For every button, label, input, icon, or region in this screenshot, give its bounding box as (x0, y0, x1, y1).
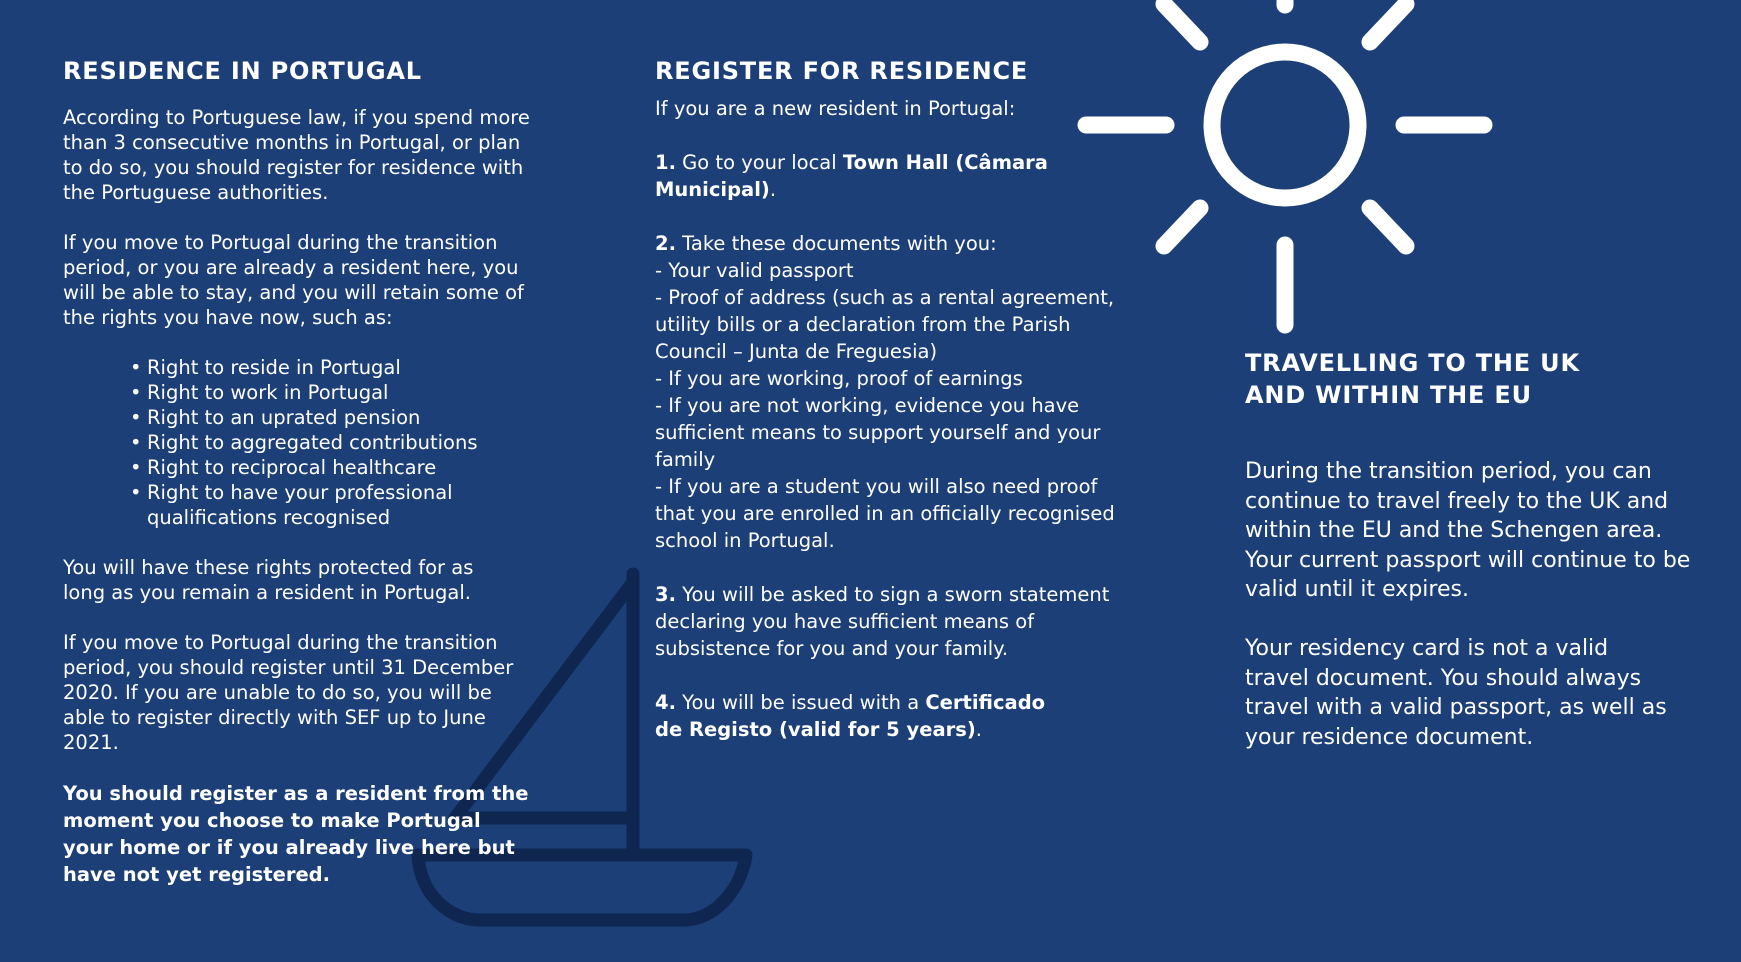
residence-para-2: If you move to Portugal during the transition period, or you are already a resident here, you will be able to stay, and you will retain some of the rights you have now, such as: (63, 231, 524, 329)
step-end: . (769, 178, 777, 201)
rights-list (63, 355, 533, 530)
step-number: 2. (655, 232, 676, 255)
register-step-1 (655, 149, 1075, 203)
step-number: 1. (655, 151, 676, 174)
register-intro: If you are a new resident in Portugal: (655, 97, 1016, 120)
residence-section (63, 55, 533, 888)
rights-item: • Right to have your professional qualifications recognised (130, 480, 467, 530)
step-number: 4. (655, 691, 676, 714)
register-step-4 (655, 689, 1075, 743)
rights-item: • Right to reciprocal healthcare (130, 455, 533, 480)
rights-item: • Right to work in Portugal (130, 380, 533, 405)
travel-title (1245, 347, 1715, 411)
rights-item: • Right to reside in Portugal (130, 355, 533, 380)
register-step-3 (655, 581, 1125, 662)
residence-para-1: According to Portuguese law, if you spend more than 3 consecutive months in Portugal, or plan to do so, you should register for residence with the Portuguese authorities. (63, 106, 530, 204)
residence-para-4: If you move to Portugal during the transition period, you should register until 31 December 2020. If you are unable to do so, you will be able to register directly with SEF up to June 2021. (63, 631, 514, 754)
rights-item: • Right to aggregated contributions (130, 430, 533, 455)
register-section (655, 55, 1135, 770)
travel-title-line-2: AND WITHIN THE EU (1245, 381, 1532, 409)
step-text: Take these documents with you: (675, 232, 997, 255)
document-item: - Proof of address (such as a rental agreement, utility bills or a declaration from the Parish Council – Junta de Freguesia) (655, 286, 1115, 363)
step-number: 3. (655, 583, 676, 606)
travel-para-1: During the transition period, you can continue to travel freely to the UK and within the EU and the Schengen area. Your current passport will continue to be valid until it expires. (1245, 459, 1691, 602)
step-bold: Town Hall (Câmara Municipal) (655, 151, 1048, 201)
travel-section (1245, 347, 1715, 782)
step-end: . (975, 718, 982, 741)
step-text: Go to your local (675, 151, 843, 174)
step-text: You will be issued with a (675, 691, 926, 714)
step-bold: Certificado de Registo (valid for 5 years) (655, 691, 1046, 741)
document-item: - If you are working, proof of earnings (655, 367, 1023, 390)
document-item: - If you are not working, evidence you have sufficient means to support yourself and your family (655, 394, 1101, 471)
step-text: You will be asked to sign a sworn statement declaring you have sufficient means of subsistence for you and your family. (655, 583, 1110, 660)
document-item: - If you are a student you will also need proof that you are enrolled in an officially recognised school in Portugal. (655, 475, 1115, 552)
rights-item: • Right to an uprated pension (130, 405, 533, 430)
residence-title: RESIDENCE IN PORTUGAL (63, 57, 422, 85)
travel-para-2: Your residency card is not a valid travel document. You should always travel with a valid passport, as well as your residence document. (1245, 636, 1667, 750)
travel-title-line-1: TRAVELLING TO THE UK (1245, 349, 1580, 377)
register-step-2 (655, 230, 1135, 554)
register-title: REGISTER FOR RESIDENCE (655, 57, 1029, 85)
residence-para-5: You should register as a resident from the moment you choose to make Portugal your home or if you already live here but have not yet registered. (63, 782, 529, 886)
residence-para-3: You will have these rights protected for as long as you remain a resident in Portugal. (63, 556, 474, 604)
document-item: - Your valid passport (655, 259, 854, 282)
